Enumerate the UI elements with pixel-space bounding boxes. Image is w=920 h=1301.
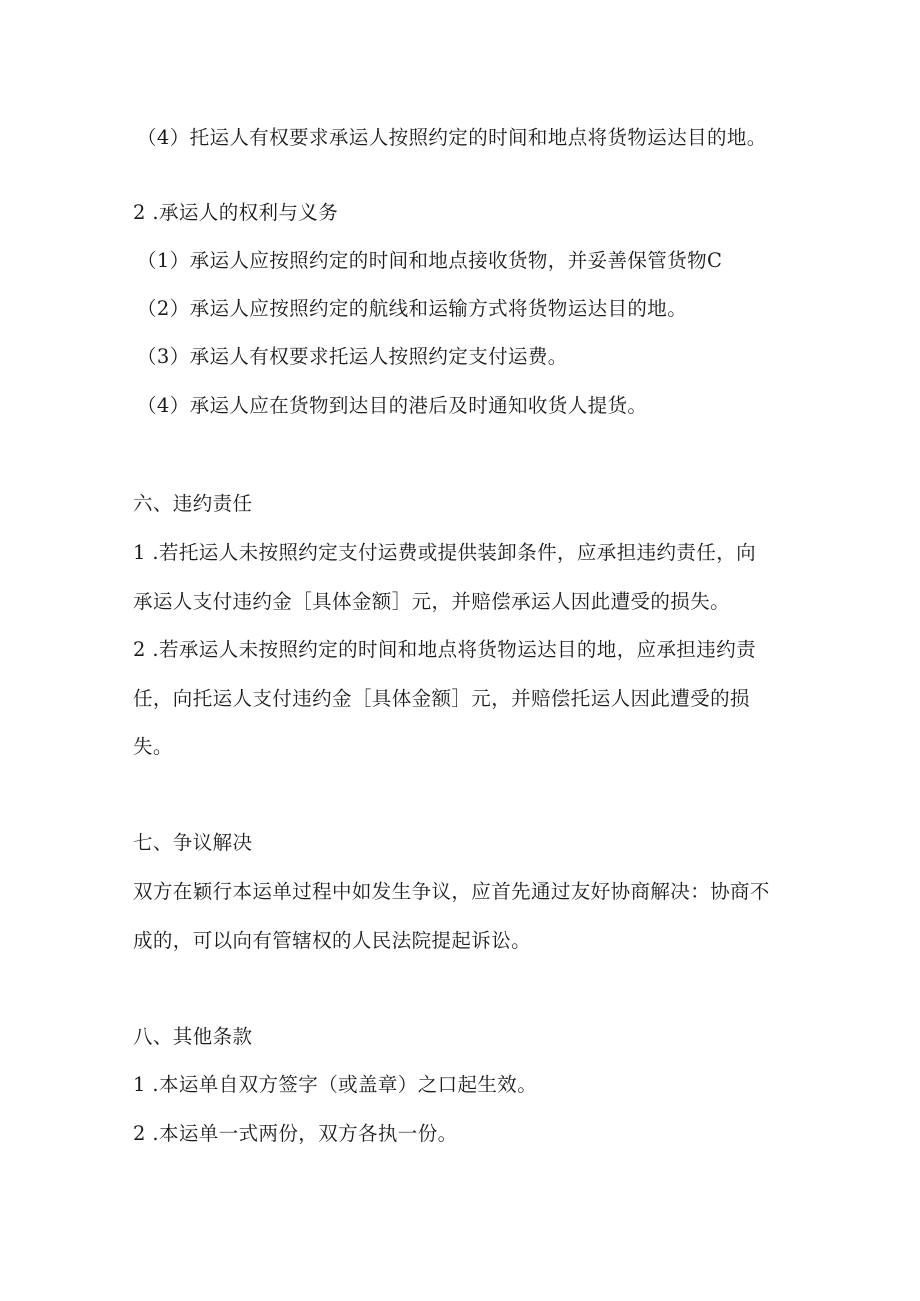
carrier-item-2: （2）承运人应按照约定的航线和运输方式将货物运达目的地。 [137,297,688,320]
breach-clause-1-line-2: 承运人支付违约金［具体金额］元，并赔偿承运人因此遭受的损失。 [133,590,731,613]
carrier-item-3: （3）承运人有权要求托运人按照约定支付运费。 [137,345,568,368]
dispute-heading: 七、争议解决 [133,831,253,854]
shipper-right-4: （4）托运人有权要求承运人按照约定的时间和地点将货物运达目的地。 [137,126,767,149]
other-terms-item-1: 1 .本运单自双方签字（或盖章）之口起生效。 [133,1073,538,1096]
breach-clause-2-line-3: 失。 [133,735,173,758]
dispute-text-line-1: 双方在颖行本运单过程中如发生争议，应首先通过友好协商解决：协商不 [133,880,770,903]
dispute-text-line-2: 成的，可以向有管辖权的人民法院提起诉讼。 [133,929,532,952]
breach-clause-1-line-1: 1 .若托运人未按照约定支付运费或提供装卸条件，应承担违约责任，向 [133,541,757,564]
breach-heading: 六、违约责任 [133,492,253,515]
carrier-rights-heading: 2 .承运人的权利与义务 [133,201,339,224]
carrier-item-1: （1）承运人应按照约定的时间和地点接收货物，并妥善保管货物C [137,249,723,272]
other-terms-item-2: 2 .本运单一式两份，双方各执一份。 [133,1122,458,1145]
carrier-item-4: （4）承运人应在货物到达目的港后及时通知收货人提货。 [137,394,648,417]
breach-clause-2-line-2: 任，向托运人支付违约金［具体金额］元，并赔偿托运人因此遭受的损 [133,687,750,710]
other-terms-heading: 八、其他条款 [133,1025,253,1048]
breach-clause-2-line-1: 2 .若承运人未按照约定的时间和地点将货物运达目的地，应承担违约责 [133,638,757,661]
